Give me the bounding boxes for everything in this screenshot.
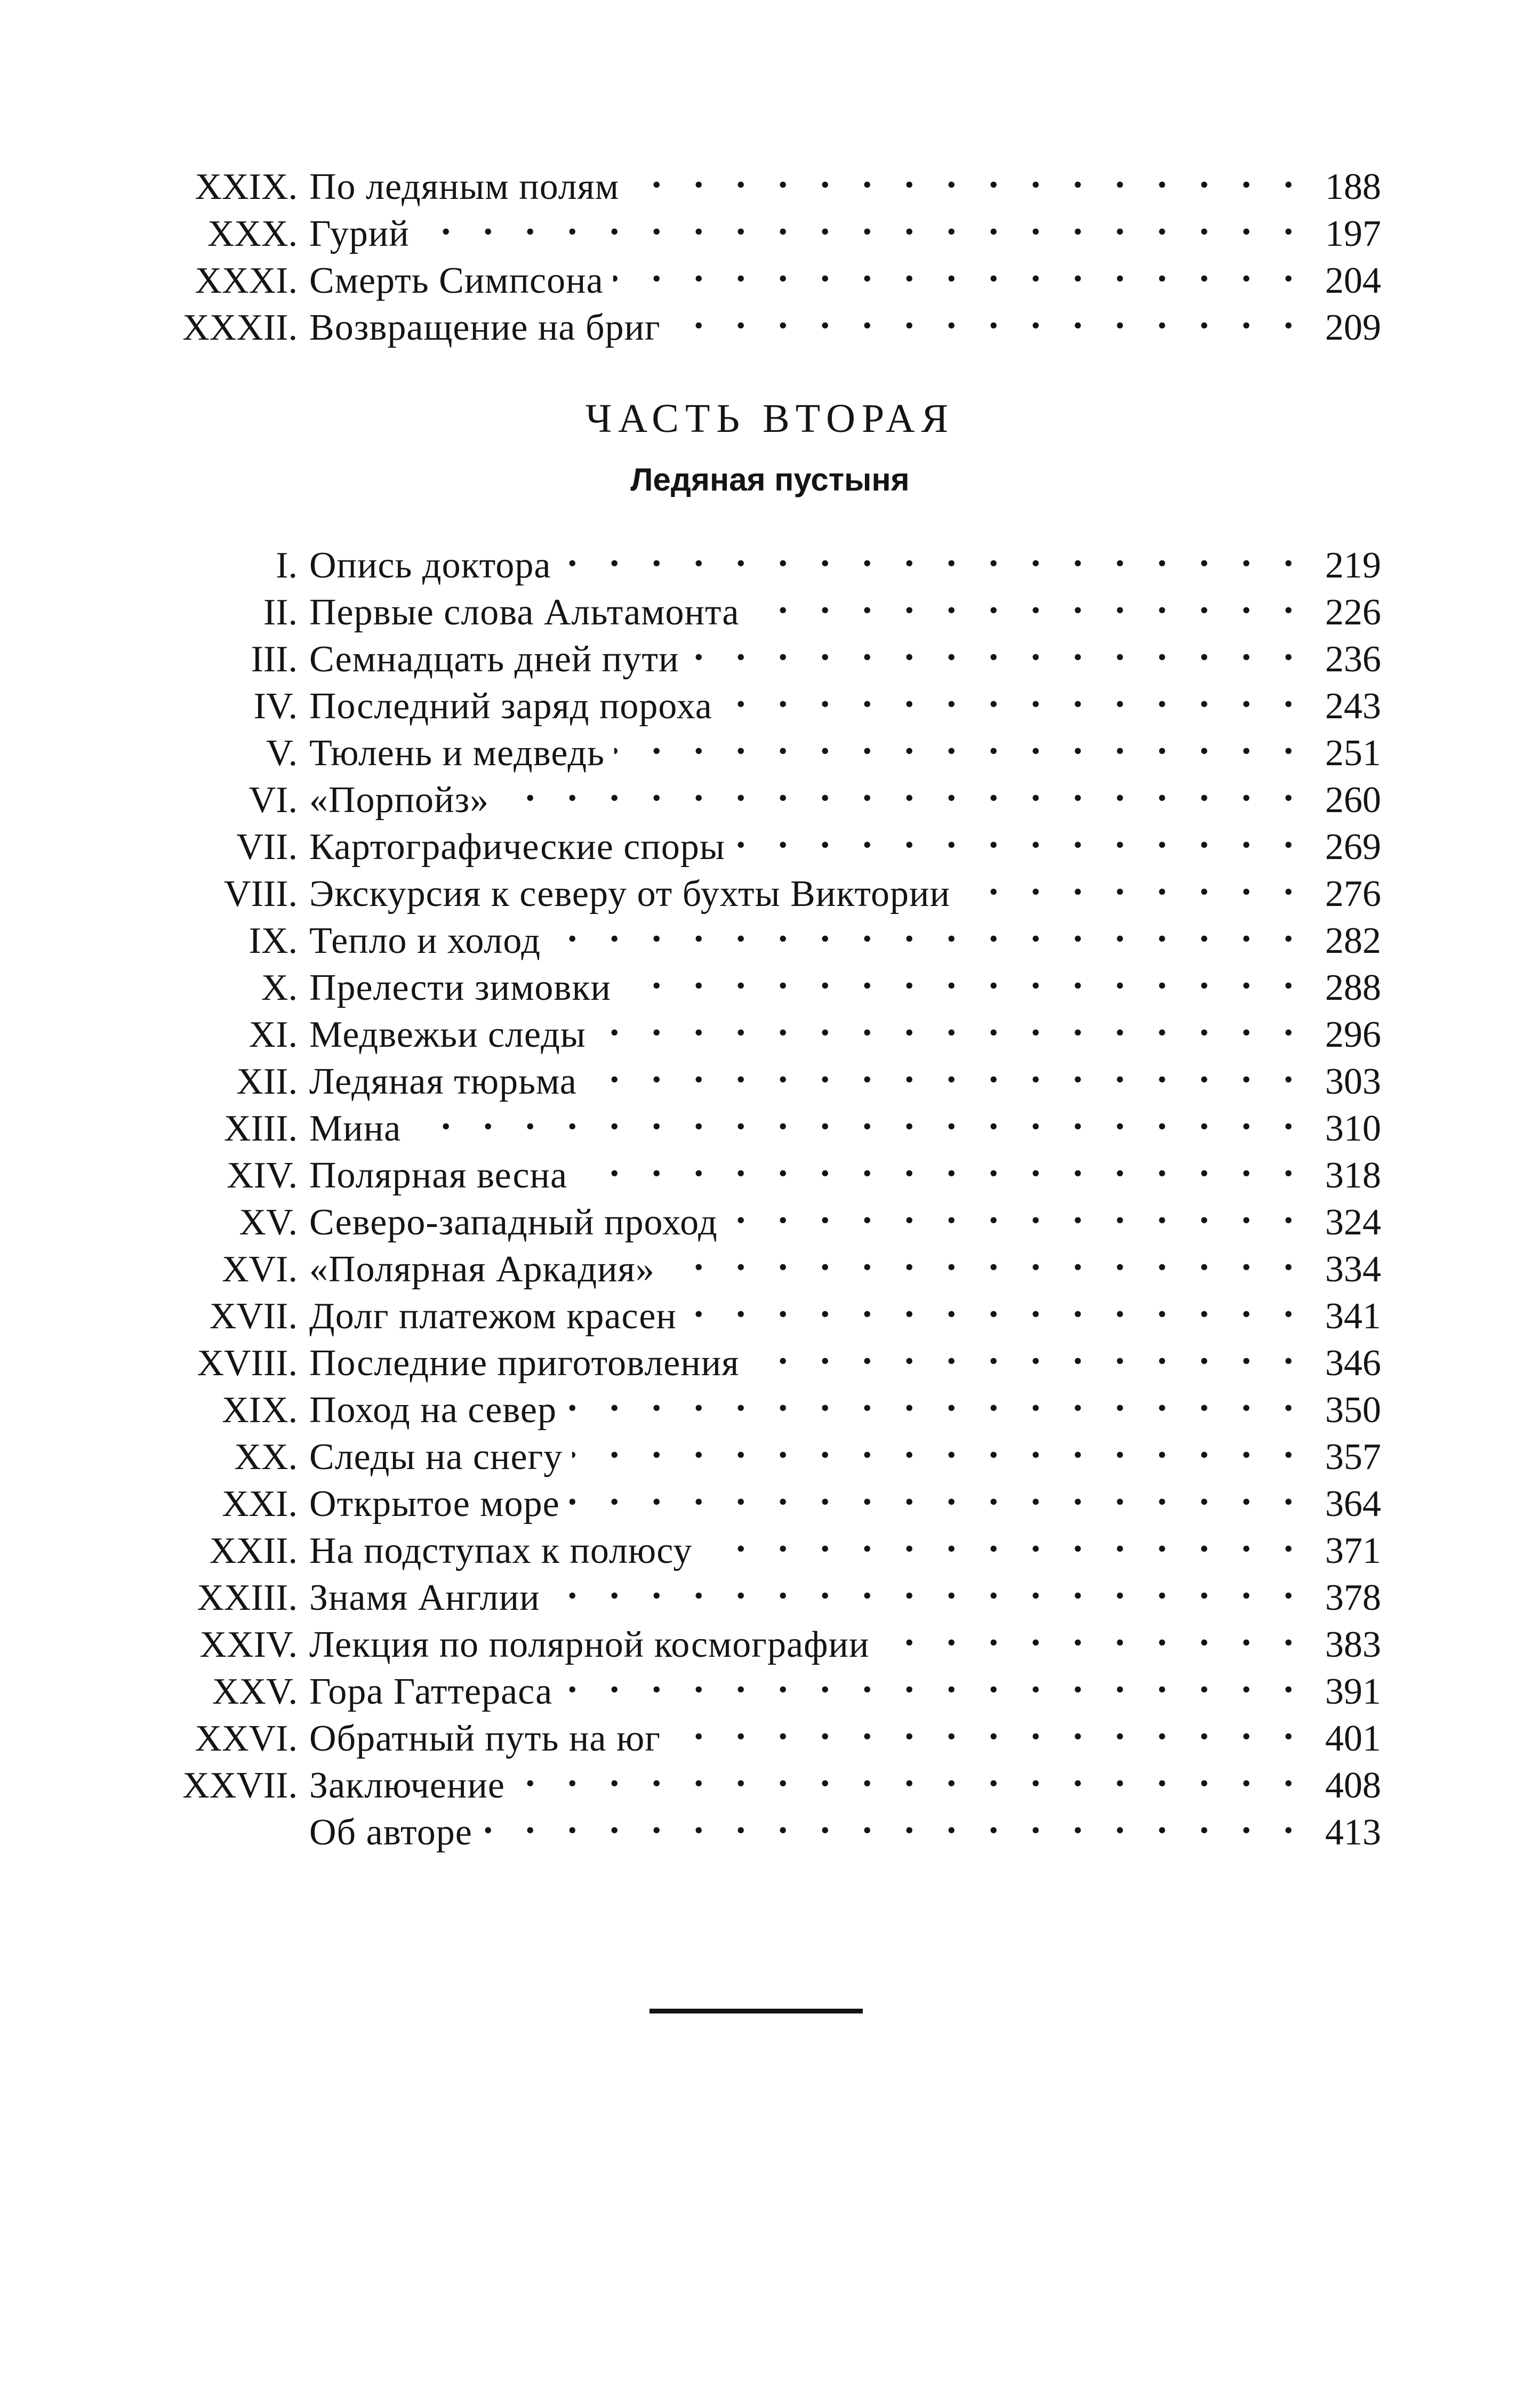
chapter-title: По ледяным полям <box>309 166 620 207</box>
chapter-number: XX. <box>234 1437 298 1478</box>
part-heading: ЧАСТЬ ВТОРАЯ <box>585 396 955 441</box>
dot-leader <box>749 577 1305 624</box>
page-number: 408 <box>1325 1765 1381 1806</box>
chapter-number: XI. <box>248 1014 298 1055</box>
chapter-title: Лекция по полярной космографии <box>309 1624 870 1665</box>
chapter-number: XXVII. <box>182 1765 298 1806</box>
table-of-contents-part-two <box>155 531 1381 1853</box>
chapter-title: Последний заряд пороха <box>309 686 712 727</box>
chapter-title: Следы на снегу <box>309 1437 563 1478</box>
page-number: 197 <box>1325 213 1381 254</box>
chapter-title: Об авторе <box>309 1812 472 1853</box>
chapter-number: XV. <box>239 1202 298 1243</box>
chapter-title: Последние приготовления <box>309 1343 740 1384</box>
page-number: 260 <box>1325 780 1381 821</box>
chapter-number: III. <box>251 639 298 680</box>
page-number: 346 <box>1325 1343 1381 1384</box>
chapter-title: На подступах к полюсу <box>309 1530 693 1571</box>
chapter-number: VIII. <box>224 873 298 914</box>
dot-leader <box>664 1234 1305 1281</box>
toc-entry <box>155 531 1381 586</box>
chapter-number: XXVI. <box>195 1718 298 1759</box>
page-number: 401 <box>1325 1718 1381 1759</box>
page-number: 288 <box>1325 967 1381 1008</box>
dot-leader <box>562 1657 1305 1704</box>
dot-leader <box>560 531 1305 577</box>
chapter-title: Смерть Симпсона <box>309 260 604 301</box>
page-number: 282 <box>1325 920 1381 961</box>
chapter-title: Опись доктора <box>309 545 551 586</box>
page-number: 341 <box>1325 1296 1381 1337</box>
dot-leader <box>688 624 1305 671</box>
chapter-number: II. <box>263 592 298 633</box>
chapter-number: XVI. <box>222 1249 298 1290</box>
dot-leader <box>587 1047 1305 1094</box>
chapter-number: XXV. <box>212 1671 298 1712</box>
chapter-number: V. <box>266 733 298 774</box>
dot-leader <box>727 1188 1305 1234</box>
chapter-number: XXXII. <box>182 307 298 348</box>
page-number: 219 <box>1325 545 1381 586</box>
chapter-title: Медвежьи следы <box>309 1014 586 1055</box>
page-number: 364 <box>1325 1483 1381 1525</box>
dot-leader <box>577 1141 1305 1188</box>
page-number: 350 <box>1325 1390 1381 1431</box>
chapter-number: XIX. <box>222 1390 298 1431</box>
dot-leader <box>570 1469 1305 1516</box>
chapter-number: XVIII. <box>197 1343 298 1384</box>
page-number: 310 <box>1325 1108 1381 1149</box>
chapter-number: XXII. <box>209 1530 298 1571</box>
dot-leader <box>879 1610 1305 1657</box>
chapter-title: Возвращение на бриг <box>309 307 661 348</box>
chapter-title: Первые слова Альтамонта <box>309 592 740 633</box>
dot-leader <box>613 246 1305 293</box>
chapter-title: Ледяная тюрьма <box>309 1061 577 1102</box>
dot-leader <box>572 1422 1305 1469</box>
chapter-title: Заключение <box>309 1765 505 1806</box>
chapter-number: XIII. <box>224 1108 298 1149</box>
dot-leader <box>614 718 1305 765</box>
page-number: 378 <box>1325 1577 1381 1618</box>
chapter-title: Полярная весна <box>309 1155 568 1196</box>
page-number: 296 <box>1325 1014 1381 1055</box>
chapter-title: Прелести зимовки <box>309 967 611 1008</box>
page-number: 303 <box>1325 1061 1381 1102</box>
page-number: 357 <box>1325 1437 1381 1478</box>
chapter-title: «Порпойз» <box>309 780 490 821</box>
dot-leader <box>722 671 1305 718</box>
dot-leader <box>550 1563 1305 1610</box>
dot-leader <box>686 1281 1305 1328</box>
chapter-number: IX. <box>248 920 298 961</box>
chapter-title: Открытое море <box>309 1483 560 1525</box>
dot-leader <box>670 293 1305 340</box>
chapter-title: Обратный путь на юг <box>309 1718 661 1759</box>
chapter-title: Экскурсия к северу от бухты Виктории <box>309 873 950 914</box>
page-number: 371 <box>1325 1530 1381 1571</box>
page-number: 251 <box>1325 733 1381 774</box>
chapter-number: XXX. <box>207 213 298 254</box>
chapter-number: VII. <box>236 827 298 868</box>
page-number: 276 <box>1325 873 1381 914</box>
chapter-title: Тепло и холод <box>309 920 541 961</box>
chapter-title: Гора Гаттераса <box>309 1671 553 1712</box>
chapter-number: VI. <box>248 780 298 821</box>
dot-leader <box>550 906 1305 953</box>
dot-leader <box>702 1516 1305 1563</box>
chapter-number: XXIII. <box>197 1577 298 1618</box>
chapter-title: Поход на север <box>309 1390 557 1431</box>
chapter-title: Северо-западный проход <box>309 1202 718 1243</box>
chapter-number: XXIX. <box>195 166 298 207</box>
chapter-title: «Полярная Аркадия» <box>309 1249 655 1290</box>
page-number: 334 <box>1325 1249 1381 1290</box>
page-number: 209 <box>1325 307 1381 348</box>
chapter-title: Семнадцать дней пути <box>309 639 679 680</box>
dot-leader <box>629 152 1305 199</box>
chapter-number: XVII. <box>209 1296 298 1337</box>
page-number: 413 <box>1325 1812 1381 1853</box>
chapter-number: I. <box>276 545 298 586</box>
chapter-title: Мина <box>309 1108 402 1149</box>
dot-leader <box>566 1375 1305 1422</box>
part-subtitle: Ледяная пустыня <box>630 462 910 498</box>
chapter-title: Гурий <box>309 213 410 254</box>
chapter-number: X. <box>261 967 298 1008</box>
dot-leader <box>749 1328 1305 1375</box>
dot-leader <box>670 1704 1305 1751</box>
dot-leader <box>596 1000 1305 1047</box>
page-number: 391 <box>1325 1671 1381 1712</box>
page-number: 243 <box>1325 686 1381 727</box>
dot-leader <box>482 1798 1305 1844</box>
page-number: 188 <box>1325 166 1381 207</box>
chapter-title: Картографические споры <box>309 827 725 868</box>
toc-entry <box>155 152 1381 207</box>
chapter-number: XXXI. <box>195 260 298 301</box>
page-number: 383 <box>1325 1624 1381 1665</box>
page-number: 324 <box>1325 1202 1381 1243</box>
page-number: 236 <box>1325 639 1381 680</box>
chapter-number: XXIV. <box>199 1624 298 1665</box>
page-number: 318 <box>1325 1155 1381 1196</box>
chapter-number: XIV. <box>227 1155 298 1196</box>
chapter-number: XII. <box>236 1061 298 1102</box>
closing-rule <box>649 2009 863 2013</box>
chapter-number: XXI. <box>222 1483 298 1525</box>
dot-leader <box>499 765 1305 812</box>
dot-leader <box>735 812 1305 859</box>
dot-leader <box>411 1094 1305 1141</box>
table-of-contents-part-one-end <box>155 152 1381 348</box>
chapter-number: IV. <box>253 686 298 727</box>
chapter-title: Знамя Англии <box>309 1577 540 1618</box>
dot-leader <box>960 859 1305 906</box>
page-number: 269 <box>1325 827 1381 868</box>
dot-leader <box>621 953 1305 1000</box>
dot-leader <box>419 199 1305 246</box>
chapter-title: Долг платежом красен <box>309 1296 677 1337</box>
page-number: 226 <box>1325 592 1381 633</box>
page-number: 204 <box>1325 260 1381 301</box>
chapter-title: Тюлень и медведь <box>309 733 605 774</box>
dot-leader <box>515 1751 1305 1798</box>
